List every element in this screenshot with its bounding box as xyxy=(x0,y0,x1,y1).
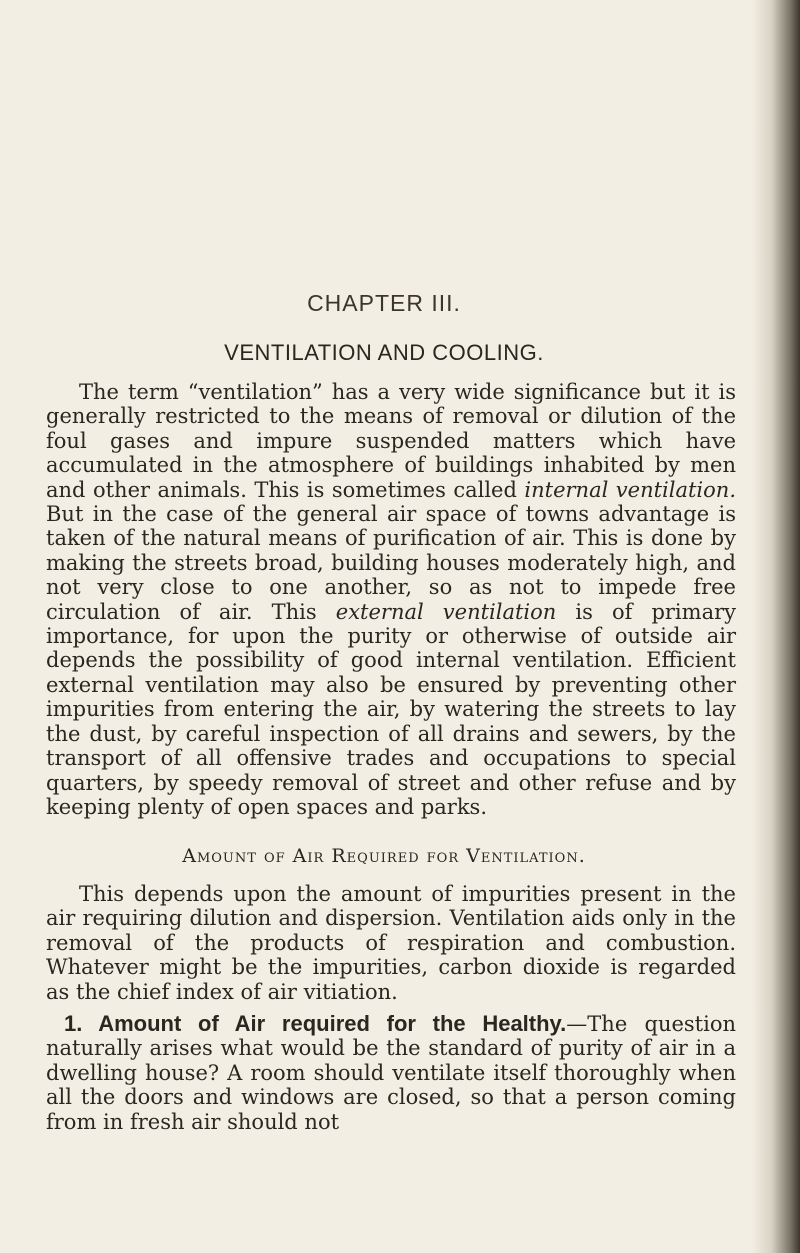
page-edge-shadow xyxy=(752,0,800,1253)
paragraph-ventilation-intro xyxy=(46,380,736,819)
paragraph-impurities: This depends upon the amount of impurities present in the air requiring dilution and dispersion. Ventilation aids only in the removal of the products of respiration and combustion. Whatever might be the impurities, carbon dioxide is regarded as the chief index of air vitiation. xyxy=(46,882,736,1004)
paragraph-text: —The question naturally arises what would be the standard of purity of air in a dwelling house? A room should ventilate itself thoroughly when all the doors and windows are closed, so that a person coming from in fresh air should not xyxy=(46,1012,736,1134)
subsection-heading: 1. Amount of Air required for the Healthy. xyxy=(64,1011,567,1036)
paragraph-text: The term “ventilation” has a very wide significance but it is generally restricted to the means of removal or dilution of the foul gases and impure suspended matters which have accumulated in the atmosphere of buildings inhabited by men and other animals. This is sometimes called xyxy=(46,380,736,502)
term-internal-ventilation: internal ventilation. xyxy=(524,477,736,502)
section-heading: Amount of Air Required for Ventilation. xyxy=(182,845,586,867)
chapter-title: VENTILATION AND COOLING. xyxy=(224,340,544,365)
chapter-heading: CHAPTER III. xyxy=(307,290,461,316)
term-external-ventilation: external ventilation xyxy=(335,599,557,624)
book-page xyxy=(28,0,740,1253)
paragraph-text: is of primary importance, for upon the purity or otherwise of outside air depends the possibility of good internal ventilation. Efficient external ventilation may also be ensured by preventing other impurities from entering the air, by watering the streets to lay the dust, by careful inspection of all drains and sewers, by the transport of all offensive trades and occupations to special quarters, by speedy removal of street and other refuse and by keeping plenty of open spaces and parks. xyxy=(46,599,736,819)
paragraph-text: But in the case of the general air space of towns advantage is taken of the natural means of purification of air. This is done by making the streets broad, building houses moderately high, and not very close to one another, so as not to impede free circulation of air. This xyxy=(46,502,736,624)
paragraph-amount-of-air xyxy=(46,1012,736,1134)
